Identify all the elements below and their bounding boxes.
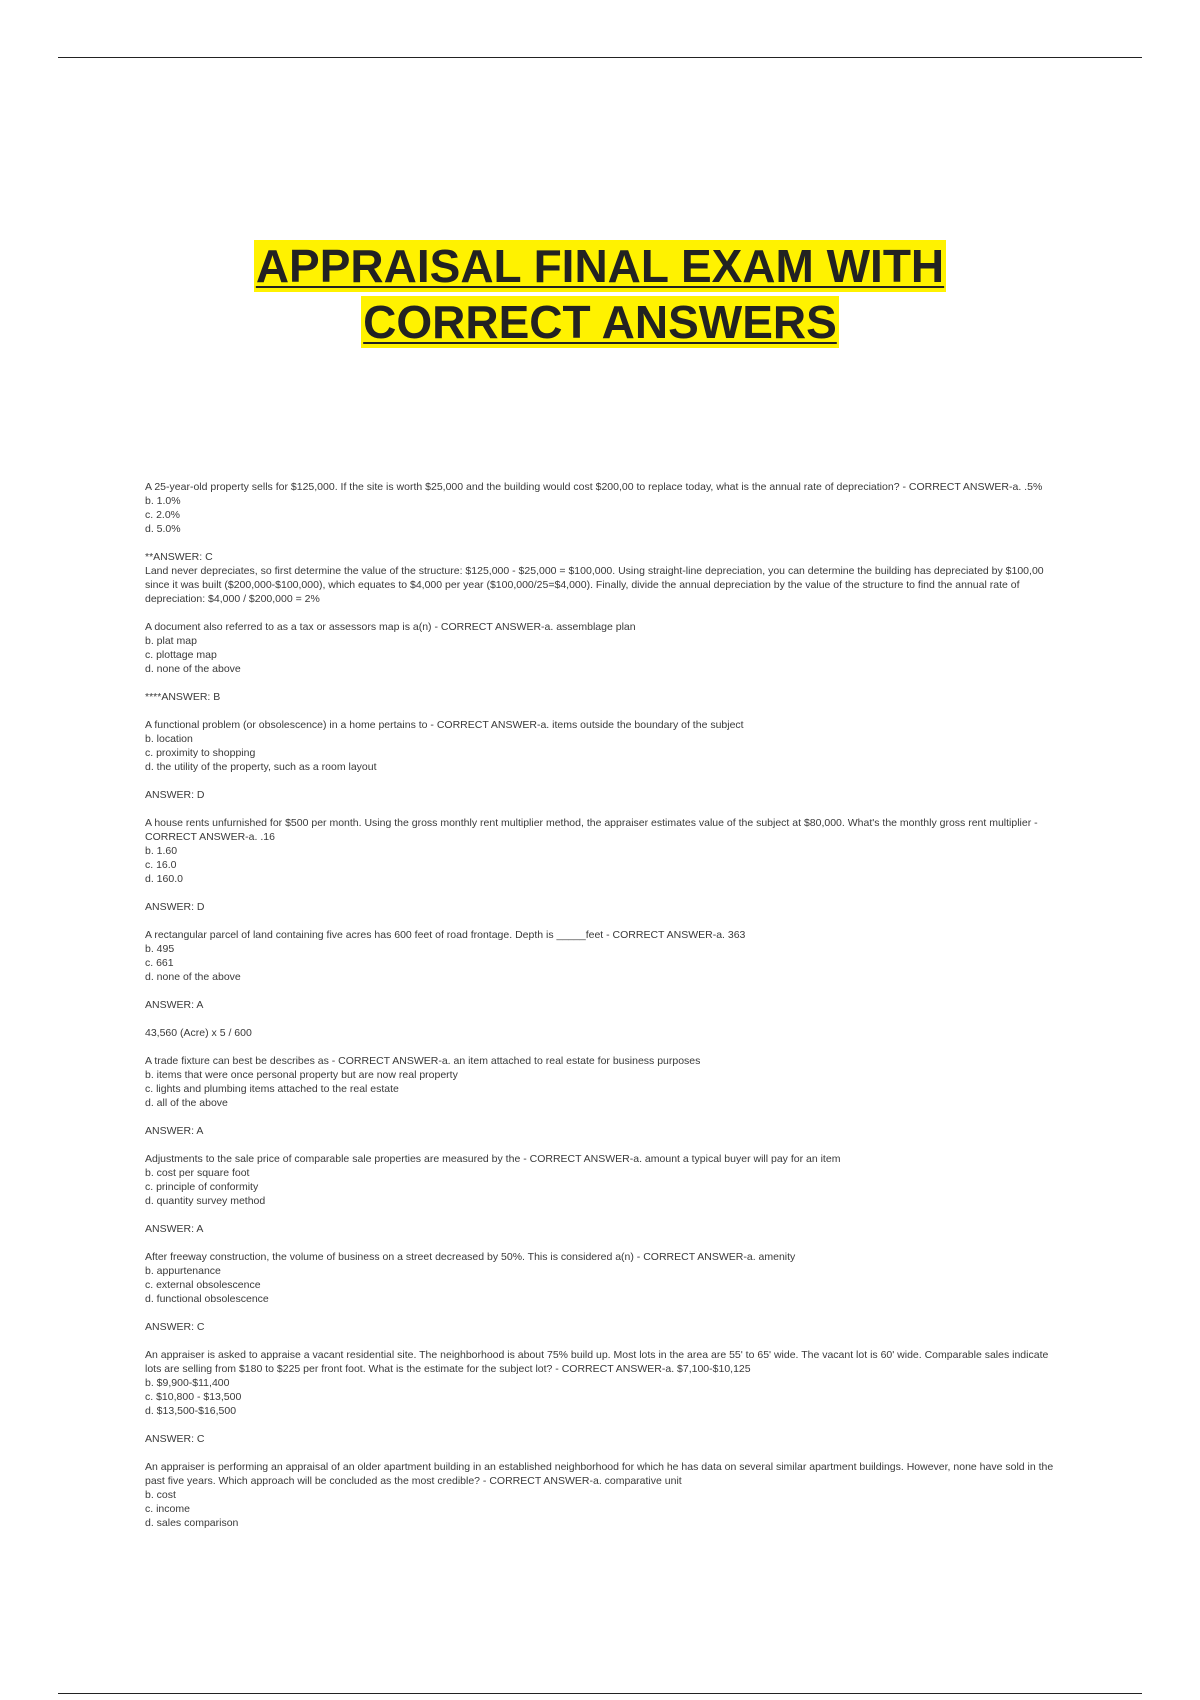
text-line: c. external obsolescence [145,1279,261,1291]
text-block [145,1432,1055,1446]
text-line: ANSWER: D [145,901,205,913]
text-line: ANSWER: C [145,1321,205,1333]
text-block [145,690,1055,704]
text-line: ANSWER: A [145,1223,204,1235]
text-line: d. the utility of the property, such as a room layout [145,761,377,773]
text-line: ****ANSWER: B [145,691,221,703]
text-line: b. appurtenance [145,1265,221,1277]
text-line: c. principle of conformity [145,1181,259,1193]
text-line: b. $9,900-$11,400 [145,1377,230,1389]
text-line: d. none of the above [145,663,241,675]
text-line: d. none of the above [145,971,241,983]
text-block [145,1054,1055,1110]
text-line: ANSWER: A [145,1125,204,1137]
bottom-rule [58,1693,1142,1694]
text-line: An appraiser is asked to appraise a vacant residential site. The neighborhood is about 75% build up. Most lots in the area are 55' to 65' wide. The vacant lot is 60' wide. Comparable sales indicate lots are selling from $180 to $225 per front foot. What is the estimate for the subject lot? - CORRECT ANSWER-a. $7,100-$10,125 [145,1349,1049,1375]
text-line: c. plottage map [145,649,217,661]
text-line: b. 495 [145,943,175,955]
text-line: d. sales comparison [145,1517,239,1529]
text-line: c. 661 [145,957,174,969]
title-line-1: APPRAISAL FINAL EXAM WITH [255,240,945,292]
text-block [145,1222,1055,1236]
text-line: d. 160.0 [145,873,183,885]
text-block [145,816,1055,886]
text-block [145,928,1055,984]
exam-content [145,480,1055,1544]
text-line: After freeway construction, the volume of business on a street decreased by 50%. This is considered a(n) - CORRECT ANSWER-a. amenity [145,1251,796,1263]
text-line: d. 5.0% [145,523,181,535]
text-line: c. proximity to shopping [145,747,256,759]
text-line: ANSWER: C [145,1433,205,1445]
text-block [145,550,1055,606]
text-line: ANSWER: A [145,999,204,1011]
text-block [145,718,1055,774]
text-line: A house rents unfurnished for $500 per month. Using the gross monthly rent multiplier method, the appraiser estimates value of the subject at $80,000. What's the monthly gross rent multiplier - CORRECT ANSWER-a. .16 [145,817,1038,843]
text-block [145,480,1055,536]
text-line: Land never depreciates, so first determine the value of the structure: $125,000 - $25,000 = $100,000. Using straight-line depreciation, you can determine the building has depreciated by $100,00 since it was built ($200,000-$100,000), which equates to $4,000 per year ($100,000/25=$4,000). Finally, divide the annual depreciation by the value of the structure to find the annual rate of depreciation: $4,000 / $200,000 = 2% [145,565,1044,605]
text-block [145,1152,1055,1208]
text-block [145,788,1055,802]
page-title [0,238,1200,350]
text-line: d. quantity survey method [145,1195,266,1207]
text-line: A document also referred to as a tax or assessors map is a(n) - CORRECT ANSWER-a. assemblage plan [145,621,636,633]
text-line: A functional problem (or obsolescence) in a home pertains to - CORRECT ANSWER-a. items outside the boundary of the subject [145,719,744,731]
text-line: d. functional obsolescence [145,1293,269,1305]
text-line: c. income [145,1503,190,1515]
text-line: d. all of the above [145,1097,228,1109]
text-block [145,1460,1055,1530]
text-line: b. 1.0% [145,495,181,507]
text-line: An appraiser is performing an appraisal of an older apartment building in an established neighborhood for which he has data on several similar apartment buildings. However, none have sold in the past five years. Which approach will be concluded as the most credible? - CORRECT ANSWER-a. comparative unit [145,1461,1054,1487]
text-line: b. plat map [145,635,197,647]
text-block [145,1348,1055,1418]
text-line: b. location [145,733,193,745]
text-line: A 25-year-old property sells for $125,000. If the site is worth $25,000 and the building would cost $200,00 to replace today, what is the annual rate of depreciation? - CORRECT ANSWER-a. .5% [145,481,1043,493]
text-block [145,1320,1055,1334]
text-line: 43,560 (Acre) x 5 / 600 [145,1027,252,1039]
text-block [145,900,1055,914]
text-block [145,998,1055,1012]
text-line: b. items that were once personal property but are now real property [145,1069,458,1081]
text-line: Adjustments to the sale price of comparable sale properties are measured by the - CORRECT ANSWER-a. amount a typical buyer will pay for an item [145,1153,841,1165]
text-line: A rectangular parcel of land containing five acres has 600 feet of road frontage. Depth is _____feet - CORRECT ANSWER-a. 363 [145,929,746,941]
text-line: **ANSWER: C [145,551,213,563]
top-rule [58,57,1142,58]
text-line: d. $13,500-$16,500 [145,1405,237,1417]
text-line: c. $10,800 - $13,500 [145,1391,242,1403]
text-line: c. lights and plumbing items attached to the real estate [145,1083,399,1095]
text-line: b. cost [145,1489,176,1501]
text-block [145,1250,1055,1306]
text-line: c. 16.0 [145,859,177,871]
text-block [145,1026,1055,1040]
text-block [145,1124,1055,1138]
text-line: A trade fixture can best be describes as - CORRECT ANSWER-a. an item attached to real estate for business purposes [145,1055,701,1067]
text-block [145,620,1055,676]
title-line-2: CORRECT ANSWERS [363,296,837,348]
text-line: b. 1.60 [145,845,178,857]
text-line: c. 2.0% [145,509,181,521]
text-line: b. cost per square foot [145,1167,250,1179]
text-line: ANSWER: D [145,789,205,801]
